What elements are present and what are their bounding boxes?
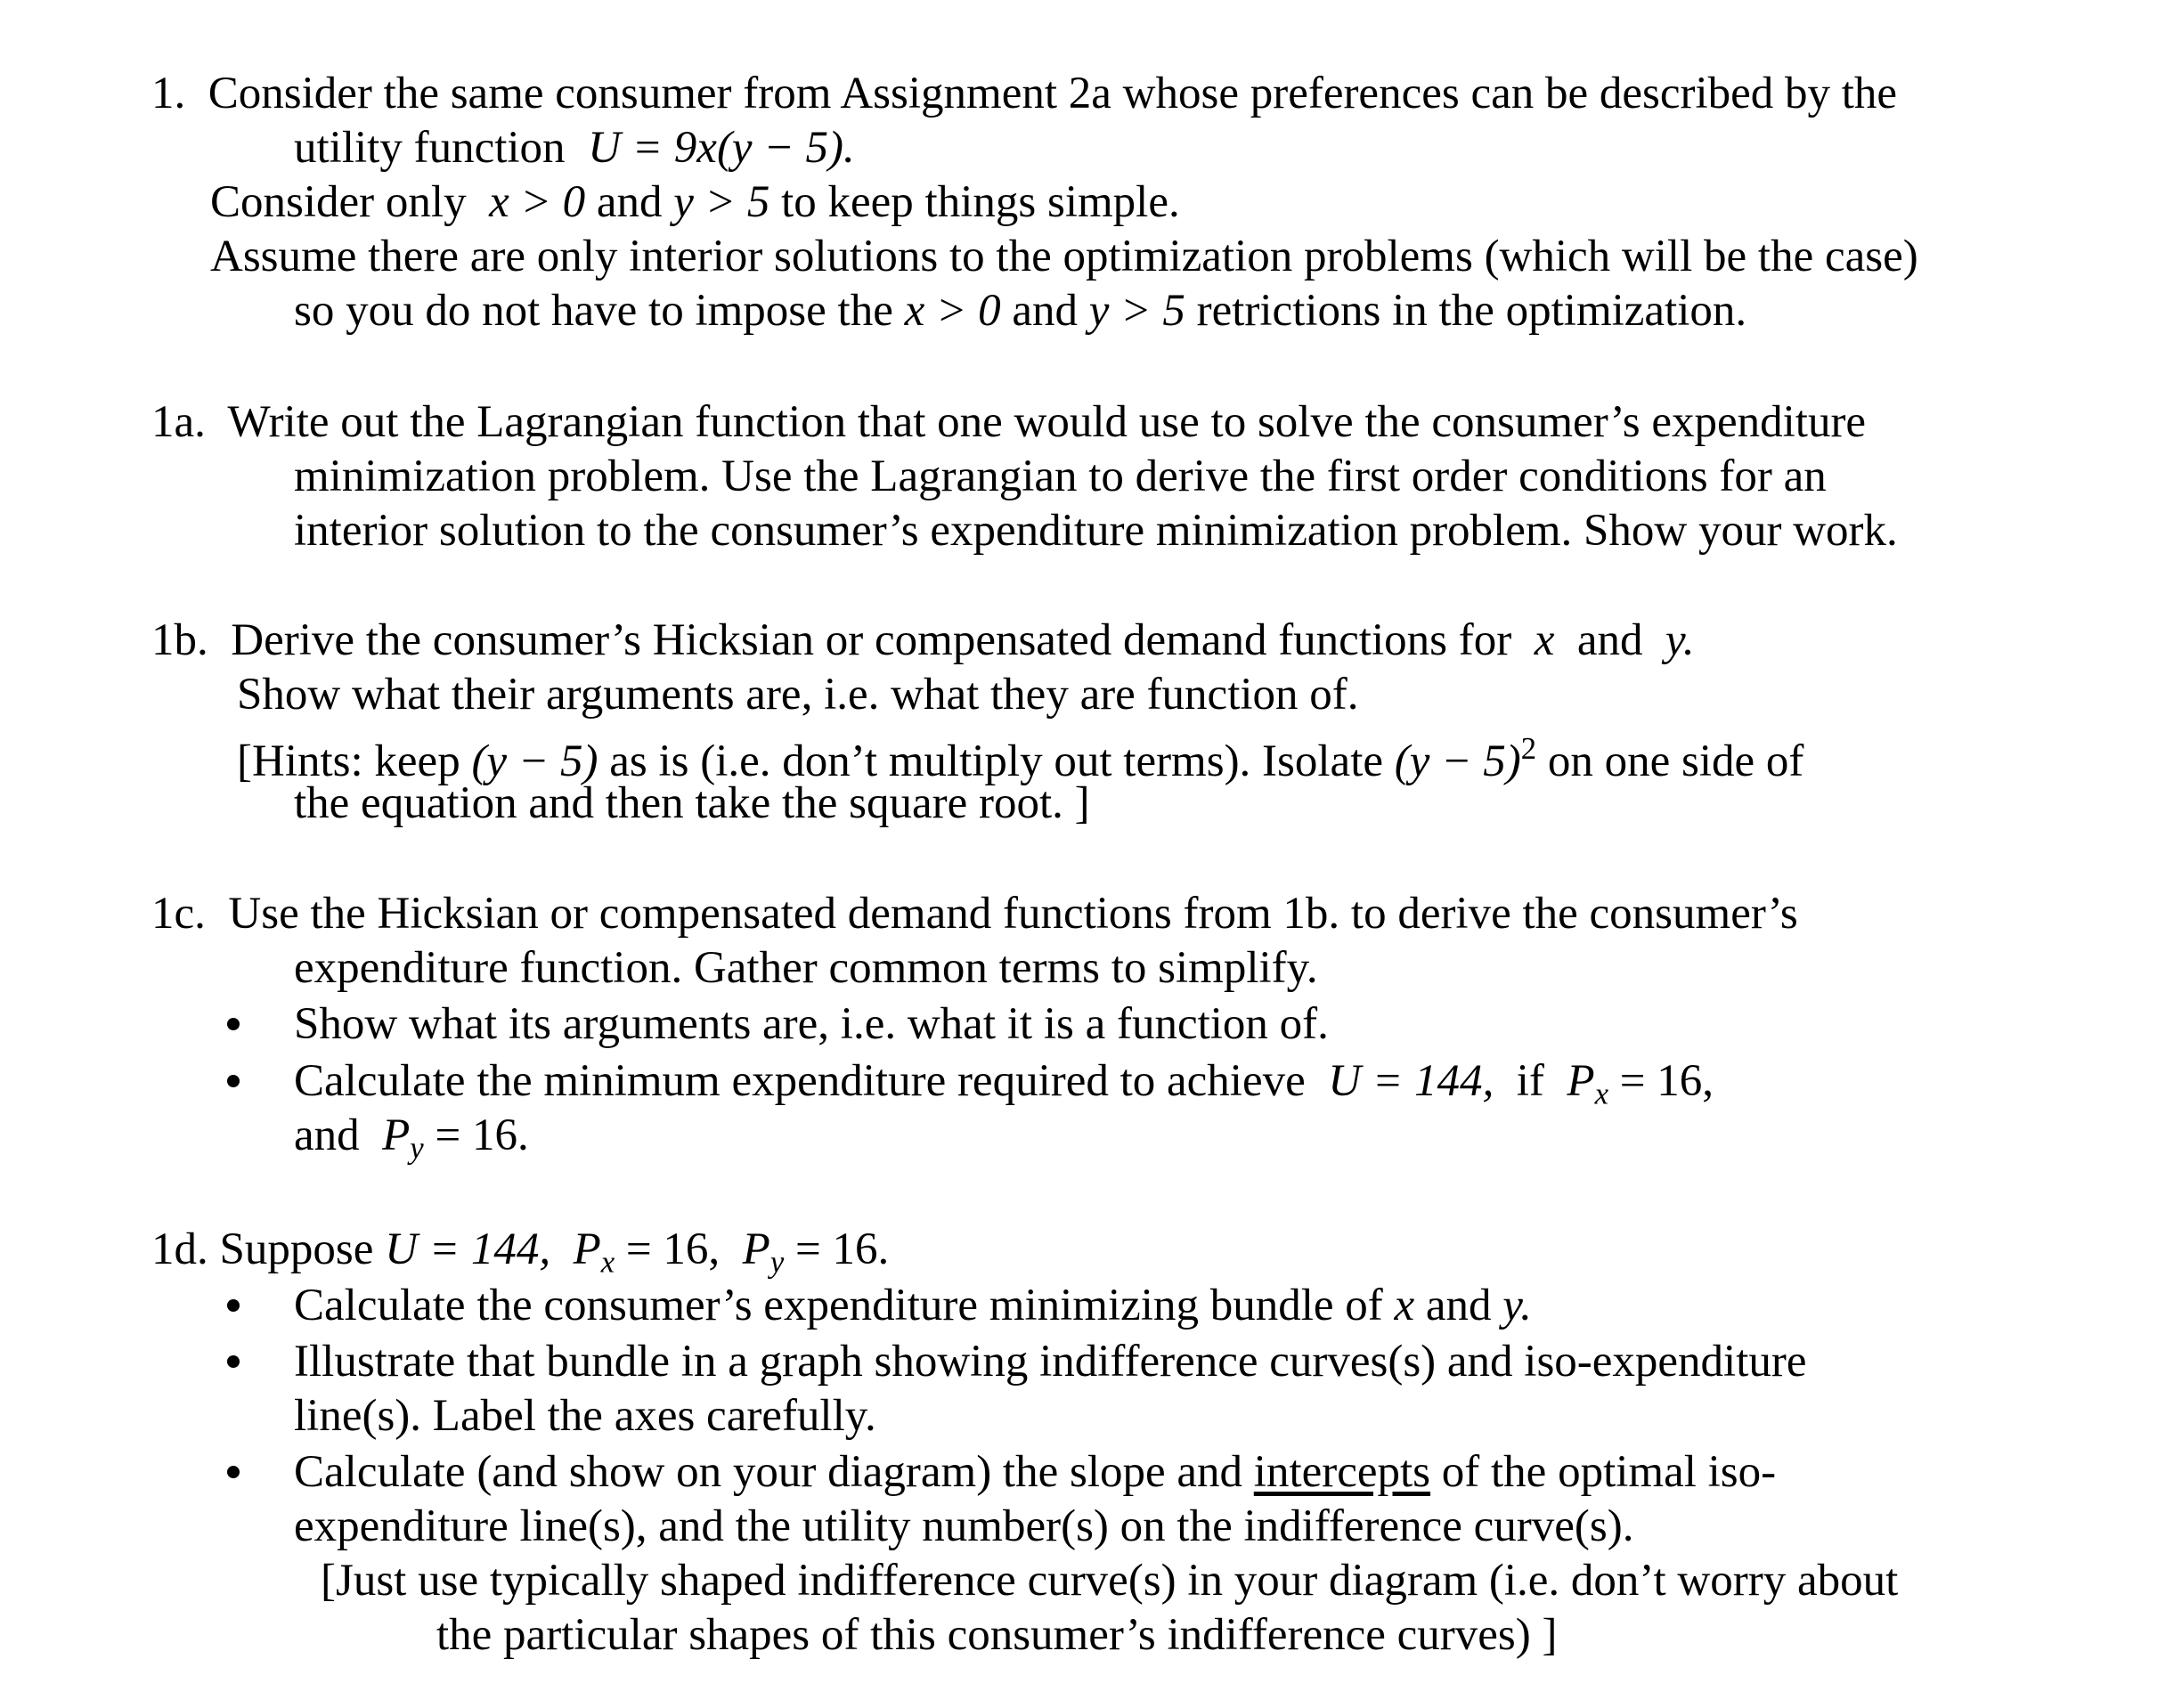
q1c-number: 1c. [151, 889, 206, 939]
q1d-bullet-3-line-2: expenditure line(s), and the utility number(s) on the indifference curve(s). [294, 1501, 1634, 1551]
q1b-line-2: Show what their arguments are, i.e. what they are function of. [237, 670, 1359, 720]
q1d-note-line-2: the particular shapes of this consumer’s indifference curves) ] [436, 1610, 1558, 1660]
q1c-bullet-1: Show what its arguments are, i.e. what it is a function of. [294, 999, 1329, 1049]
q1d-bullet-1: Calculate the consumer’s expenditure minimizing bundle of x and y. [294, 1281, 1532, 1330]
q1d-number: 1d. [151, 1224, 208, 1274]
bullet-icon [227, 1018, 240, 1030]
q1b-line-3: [Hints: keep (y − 5) as is (i.e. don’t multiply out terms). Isolate $(y - 5)^2$ on one side of [237, 731, 1804, 787]
q1d-bullet-3-line-1: Calculate (and show on your diagram) the slope and intercepts of the optimal iso- [294, 1447, 1777, 1497]
q1-line-2: utility function U = 9x(y − 5). [294, 123, 855, 173]
bullet-icon [227, 1075, 240, 1087]
q1-line-3: Consider only x > 0 and y > 5 to keep things simple. [210, 177, 1180, 227]
q1d-line-1: 1d. Suppose U = 144, $P_x = 16$, $P_y = 16$. [151, 1224, 890, 1280]
underlined-word: intercepts [1253, 1447, 1431, 1497]
q1d-bullet-2-line-1: Illustrate that bundle in a graph showing indifference curves(s) and iso-expenditure [294, 1337, 1807, 1387]
q1-line-5: so you do not have to impose the x > 0 and y > 5 retrictions in the optimization. [294, 286, 1747, 336]
q1a-line-2: minimization problem. Use the Lagrangian to derive the first order conditions for an [294, 451, 1827, 501]
q1-number: 1. [151, 69, 186, 118]
q1a-number: 1a. [151, 397, 206, 447]
q1-line-4: Assume there are only interior solutions to the optimization problems (which will be the case) [210, 232, 1918, 281]
q1b-line-1: 1b. Derive the consumer’s Hicksian or compensated demand functions for x and y. [151, 615, 1695, 665]
utility-equation: U = 9x(y − 5). [588, 123, 855, 173]
bullet-icon [227, 1355, 240, 1368]
q1c-bullet-2-line-1: Calculate the minimum expenditure required to achieve U = 144, if $P_x = 16$, [294, 1056, 1714, 1111]
q1-line-1: 1. Consider the same consumer from Assignment 2a whose preferences can be described by the [151, 69, 1898, 118]
q1b-line-4: the equation and then take the square root. ] [294, 778, 1090, 828]
q1c-bullet-2-line-2: and $P_y = 16$. [294, 1110, 529, 1166]
bullet-icon [227, 1466, 240, 1478]
q1a-line-3: interior solution to the consumer’s expenditure minimization problem. Show your work. [294, 506, 1898, 556]
q1a-line-1: 1a. Write out the Lagrangian function that one would use to solve the consumer’s expenditure [151, 397, 1867, 447]
q1d-note-line-1: [Just use typically shaped indifference curve(s) in your diagram (i.e. don’t worry about [321, 1556, 1899, 1606]
q1c-line-1: 1c. Use the Hicksian or compensated demand functions from 1b. to derive the consumer’s [151, 889, 1798, 939]
q1d-bullet-2-line-2: line(s). Label the axes carefully. [294, 1391, 876, 1441]
bullet-icon [227, 1299, 240, 1312]
q1c-line-2: expenditure function. Gather common terms to simplify. [294, 943, 1318, 993]
q1b-number: 1b. [151, 615, 208, 665]
